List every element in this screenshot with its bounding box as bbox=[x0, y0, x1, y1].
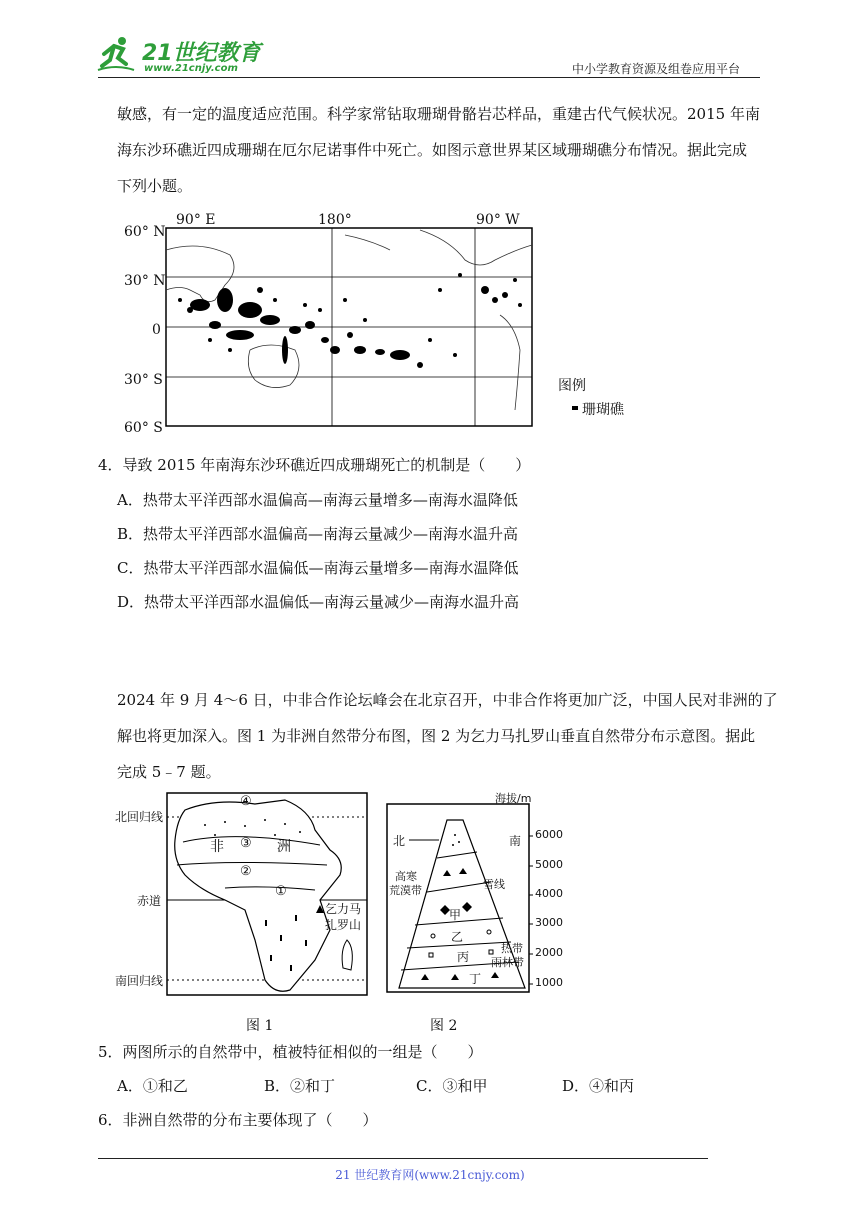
fig1-mountain-label-2: 扎罗山 bbox=[325, 918, 362, 932]
map1-legend-item: 珊瑚礁 bbox=[582, 402, 624, 418]
fig1-zone-4: ④ bbox=[240, 794, 252, 809]
map1-legend-title: 图例 bbox=[558, 378, 586, 394]
q4-option-c[interactable]: C．热带太平洋西部水温偏低—南海云量增多—南海水温降低 bbox=[117, 559, 519, 577]
fig2-tick-5000: 5000 bbox=[535, 858, 563, 871]
fig2-tick-3000: 3000 bbox=[535, 916, 563, 929]
map1-lat-30s: 30° S bbox=[124, 372, 163, 388]
fig2-tick-2000: 2000 bbox=[535, 946, 563, 959]
fig2-north: 北 bbox=[393, 834, 406, 848]
fig2-ylabel: 海拔/m bbox=[495, 792, 532, 805]
q4-stem: 4．导致 2015 年南海东沙环礁近四成珊瑚死亡的机制是（ ） bbox=[98, 456, 531, 474]
passage1-line-2: 海东沙环礁近四成珊瑚在厄尔尼诺事件中死亡。如图示意世界某区域珊瑚礁分布情况。据此完成 bbox=[117, 141, 748, 159]
runner-logo-icon bbox=[96, 34, 136, 74]
fig1-zone-3: ③ bbox=[240, 836, 252, 851]
fig2-zone-ding: 丁 bbox=[469, 972, 482, 986]
fig1-zone-1: ① bbox=[275, 884, 287, 899]
fig2-snowline: 雪线 bbox=[483, 878, 505, 891]
site-logo bbox=[96, 34, 276, 78]
map1-lat-60n: 60° N bbox=[124, 224, 166, 240]
fig1-caption: 图 1 bbox=[246, 1018, 274, 1034]
fig2-caption: 图 2 bbox=[430, 1018, 458, 1034]
q5-option-a[interactable]: A．①和乙 bbox=[117, 1077, 188, 1095]
coral-reef-map bbox=[120, 210, 624, 440]
reef-dots bbox=[178, 273, 522, 368]
passage2-line-1: 2024 年 9 月 4～6 日，中非合作论坛峰会在北京召开，中非合作将更加广泛，中国人民对非洲的了 bbox=[117, 691, 778, 709]
map1-lat-30n: 30° N bbox=[124, 273, 166, 289]
footer-text[interactable]: 21 世纪教育网(www.21cnjy.com) bbox=[335, 1168, 525, 1182]
fig2-rainforest-2: 雨林带 bbox=[491, 956, 524, 969]
q5-option-c[interactable]: C．③和甲 bbox=[416, 1077, 488, 1095]
figure-2-kilimanjaro bbox=[385, 790, 565, 1000]
q4-option-a[interactable]: A．热带太平洋西部水温偏高—南海云量增多—南海水温降低 bbox=[117, 491, 518, 509]
passage1-line-1: 敏感，有一定的温度适应范围。科学家常钻取珊瑚骨骼岩芯样品，重建古代气候状况。2015 年南 bbox=[117, 105, 760, 123]
q5-option-b[interactable]: B．②和丁 bbox=[264, 1077, 336, 1095]
logo-sub-text: www.21cnjy.com bbox=[144, 63, 238, 74]
q4-option-b[interactable]: B．热带太平洋西部水温偏高—南海云量减少—南海水温升高 bbox=[117, 525, 519, 543]
fig2-tick-6000: 6000 bbox=[535, 828, 563, 841]
map1-top-label-180: 180° bbox=[318, 212, 352, 228]
fig2-south: 南 bbox=[509, 834, 522, 848]
figure-1-africa-map bbox=[115, 790, 375, 1000]
fig1-zone-2: ② bbox=[240, 864, 252, 879]
passage1-line-3: 下列小题。 bbox=[117, 177, 193, 195]
fig1-line-tropic-cancer: 北回归线 bbox=[115, 810, 164, 824]
q5-option-d[interactable]: D．④和丙 bbox=[562, 1077, 635, 1095]
q5-stem: 5．两图所示的自然带中，植被特征相似的一组是（ ） bbox=[98, 1043, 483, 1061]
logo-main-text: 21世纪教育 bbox=[142, 41, 261, 66]
fig1-map-word-fei: 非 bbox=[210, 839, 224, 855]
fig1-line-equator: 赤道 bbox=[137, 894, 162, 908]
fig1-line-tropic-capricorn: 南回归线 bbox=[115, 974, 164, 988]
passage2-line-2: 解也将更加深入。图 1 为非洲自然带分布图，图 2 为乞力马扎罗山垂直自然带分布示意图。据此 bbox=[117, 727, 756, 745]
q6-stem: 6．非洲自然带的分布主要体现了（ ） bbox=[98, 1111, 378, 1129]
footer-divider bbox=[98, 1158, 708, 1159]
passage2-line-3: 完成 5﹣7 题。 bbox=[117, 763, 221, 781]
fig2-tick-1000: 1000 bbox=[535, 976, 563, 989]
header-divider bbox=[98, 77, 760, 78]
fig1-map-word-zhou: 洲 bbox=[277, 839, 291, 855]
fig1-mountain-label-1: 乞力马 bbox=[325, 902, 362, 916]
fig2-tick-4000: 4000 bbox=[535, 887, 563, 900]
map1-lat-0: 0 bbox=[152, 322, 161, 338]
platform-title: 中小学教育资源及组卷应用平台 bbox=[572, 62, 741, 76]
fig2-zone-yi: 乙 bbox=[451, 930, 464, 944]
q4-option-d[interactable]: D．热带太平洋西部水温偏低—南海云量减少—南海水温升高 bbox=[117, 593, 520, 611]
fig2-alpine-1: 高寒 bbox=[395, 870, 417, 883]
map1-lat-60s: 60° S bbox=[124, 420, 163, 436]
fig2-rainforest-1: 热带 bbox=[501, 942, 523, 955]
fig2-zone-bing: 丙 bbox=[457, 950, 470, 964]
map1-top-label-90e: 90° E bbox=[176, 212, 216, 228]
map1-top-label-90w: 90° W bbox=[476, 212, 520, 228]
fig2-alpine-2: 荒漠带 bbox=[389, 884, 422, 897]
fig2-zone-jia: 甲 bbox=[449, 908, 462, 922]
